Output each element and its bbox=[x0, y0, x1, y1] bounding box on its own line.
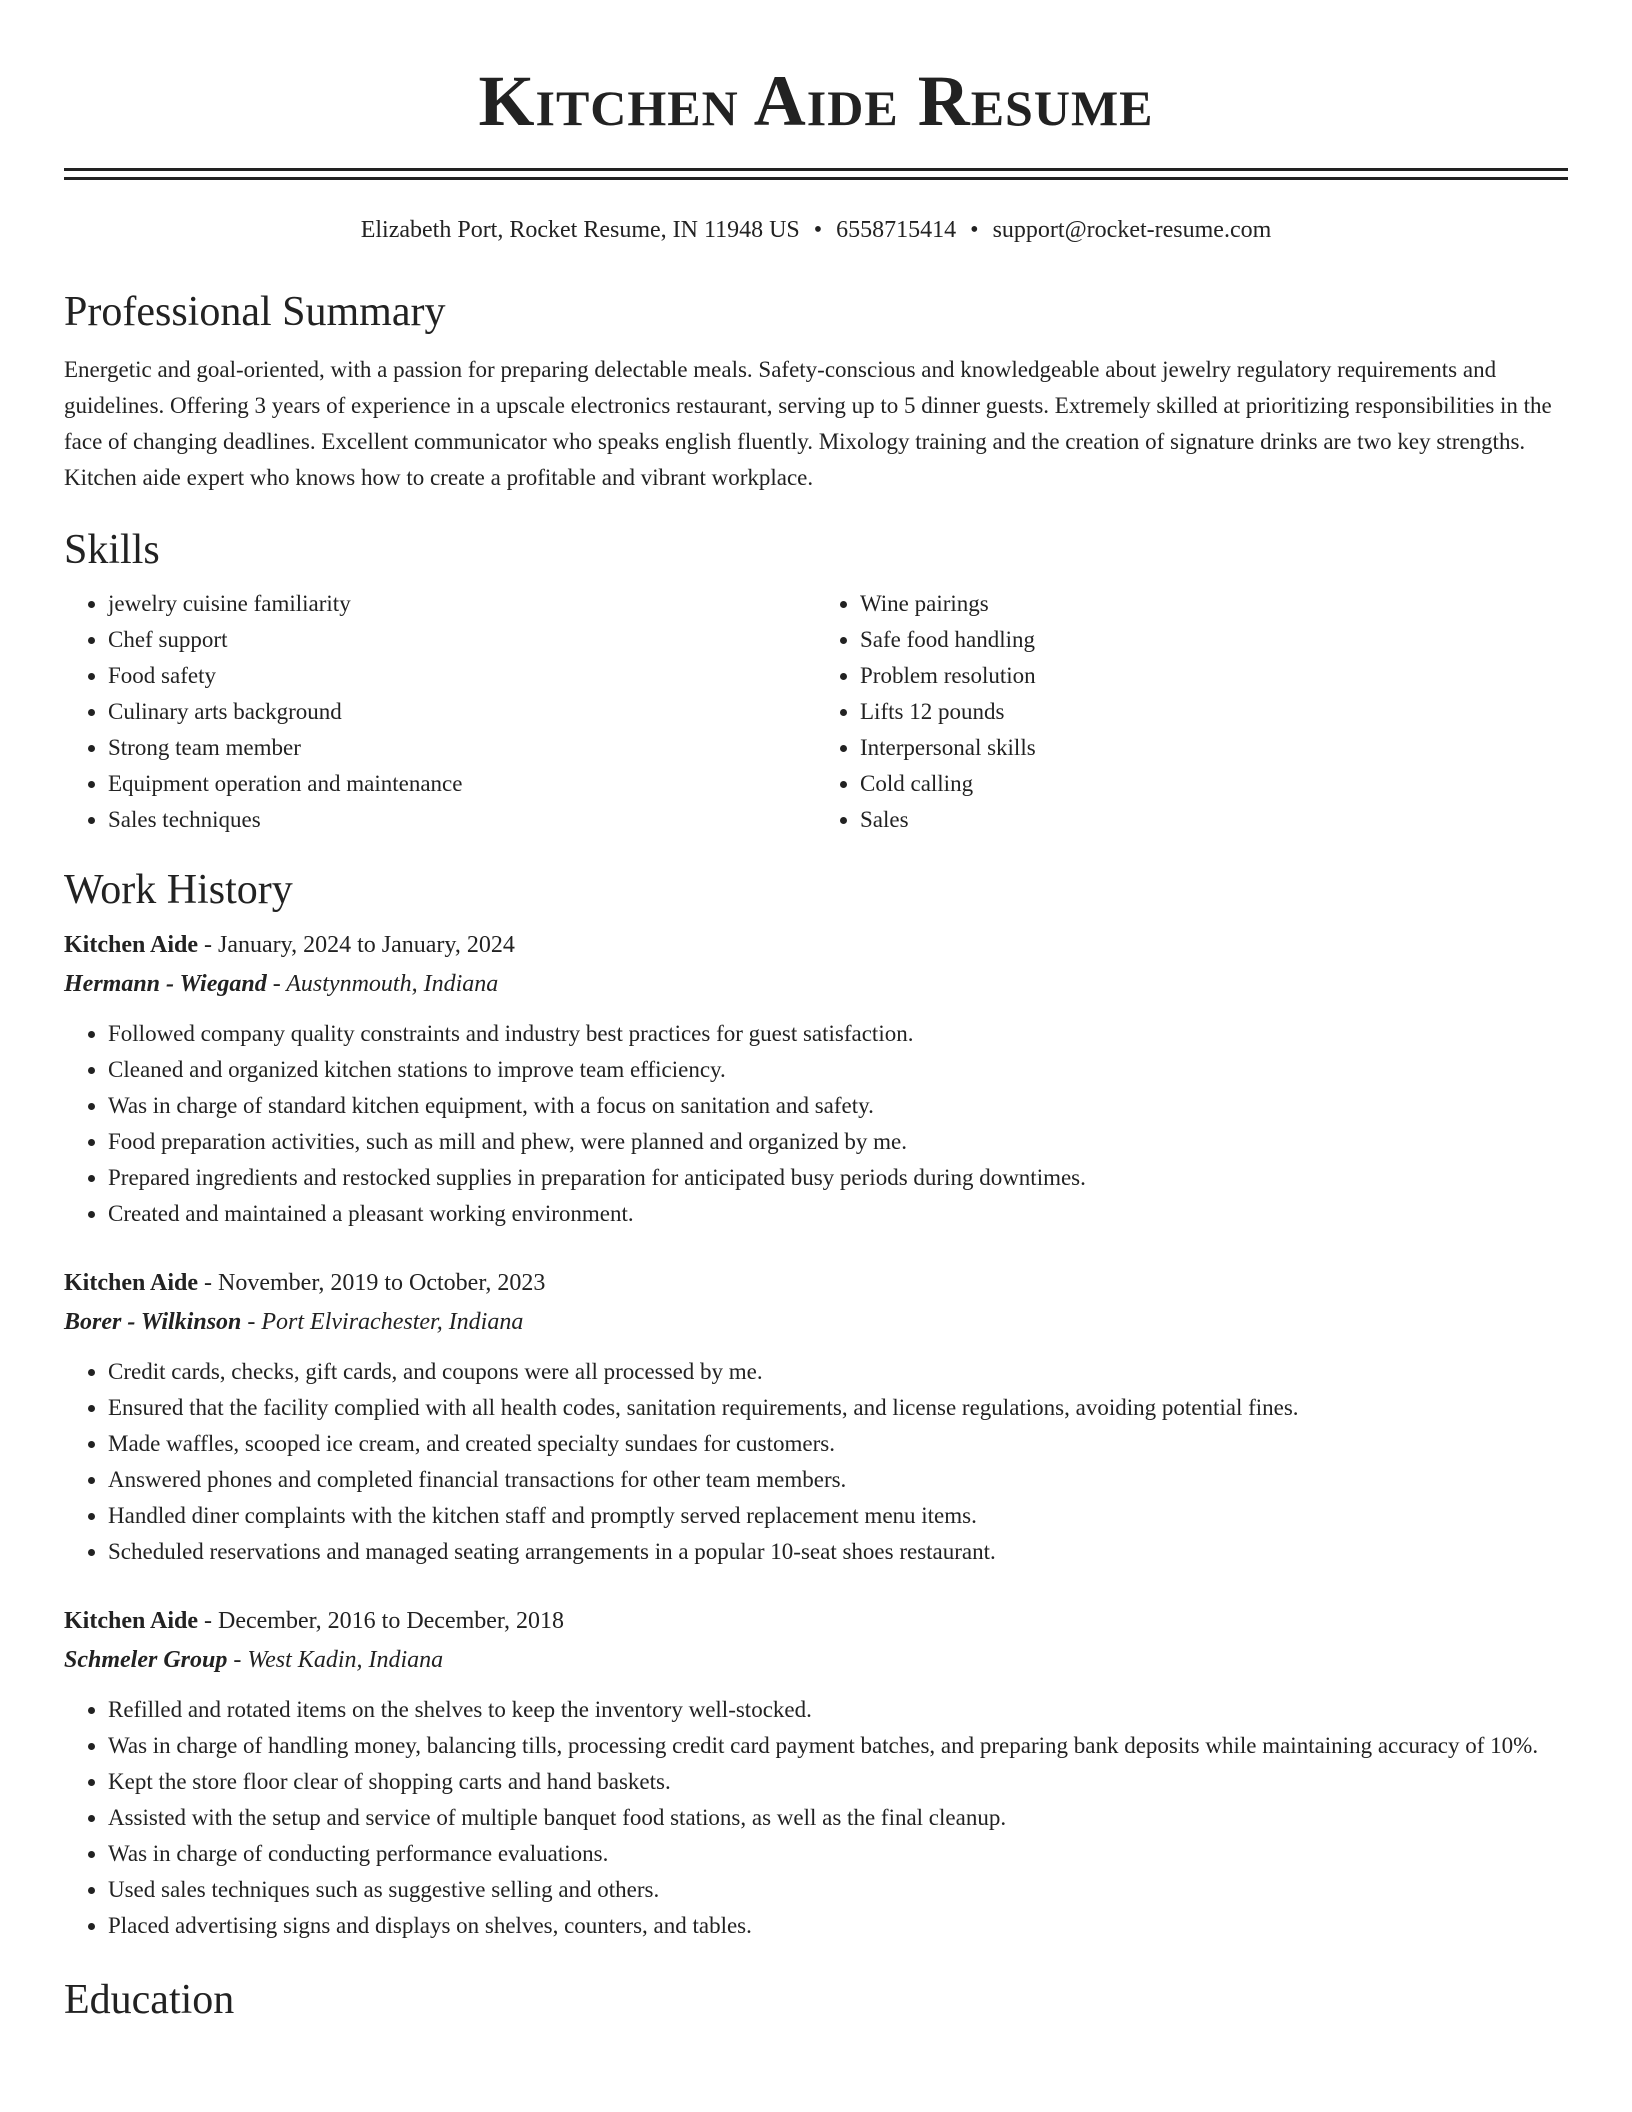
job-duties bbox=[64, 1692, 1568, 1944]
contact-separator: • bbox=[970, 217, 979, 243]
contact-separator: • bbox=[813, 217, 823, 243]
skills-list-right bbox=[816, 586, 1568, 838]
skill-item: • Chef support bbox=[108, 622, 816, 658]
duty-item: • Assisted with the setup and service of multiple banquet food stations, as well as the final cleanup. bbox=[108, 1800, 1568, 1836]
duty-item: • Refilled and rotated items on the shelves to keep the inventory well-stocked. bbox=[108, 1692, 1568, 1728]
company-location: Austynmouth, Indiana bbox=[286, 971, 499, 997]
job-dates: December, 2016 to December, 2018 bbox=[218, 1608, 564, 1634]
duty-item: • Prepared ingredients and restocked supplies in preparation for anticipated busy periods during downtimes. bbox=[108, 1160, 1568, 1196]
resume-title: Kitchen Aide Resume bbox=[478, 61, 1154, 141]
skill-item: • Lifts 12 pounds bbox=[860, 694, 1568, 730]
duty-item: • Placed advertising signs and displays on shelves, counters, and tables. bbox=[108, 1908, 1568, 1944]
skill-item: • Strong team member bbox=[108, 730, 816, 766]
duty-item: • Cleaned and organized kitchen stations to improve team efficiency. bbox=[108, 1052, 1568, 1088]
job-title: Kitchen Aide bbox=[64, 1608, 199, 1634]
duty-item: • Was in charge of conducting performance evaluations. bbox=[108, 1836, 1568, 1872]
duty-item: • Made waffles, scooped ice cream, and created specialty sundaes for customers. bbox=[108, 1426, 1568, 1462]
contact-address: Elizabeth Port, Rocket Resume, IN 11948 US bbox=[360, 217, 800, 243]
job-dates: November, 2019 to October, 2023 bbox=[218, 1270, 546, 1296]
duty-item: • Scheduled reservations and managed seating arrangements in a popular 10-seat shoes restaurant. bbox=[108, 1534, 1568, 1570]
company-location: West Kadin, Indiana bbox=[247, 1647, 444, 1673]
job-title: Kitchen Aide bbox=[64, 932, 199, 958]
contact-line bbox=[64, 214, 1568, 246]
company-line: Borer - Wilkinson - Port Elvirachester, Indiana bbox=[64, 1309, 524, 1335]
duty-item: • Answered phones and completed financial transactions for other team members. bbox=[108, 1462, 1568, 1498]
duty-item: • Kept the store floor clear of shopping carts and hand baskets. bbox=[108, 1764, 1568, 1800]
company-line: Hermann - Wiegand - Austynmouth, Indiana bbox=[64, 971, 499, 997]
job-duties bbox=[64, 1354, 1568, 1570]
title-divider bbox=[64, 168, 1568, 180]
work-history-section bbox=[64, 864, 1568, 1944]
duty-item: • Followed company quality constraints and industry best practices for guest satisfaction. bbox=[108, 1016, 1568, 1052]
skill-item: • Wine pairings bbox=[860, 586, 1568, 622]
company-name: Borer - Wilkinson bbox=[64, 1309, 242, 1335]
summary-section bbox=[64, 286, 1568, 496]
summary-text: Energetic and goal-oriented, with a passion for preparing delectable meals. Safety-conscious and knowledgeable about jewelry regulatory requirements and guidelines. Offering 3 years of experience in a upscale electronics restaurant, serving up to 5 dinner guests. Extremely skilled at prioritizing responsibilities in the face of changing deadlines. Excellent communicator who speaks english fluently. Mixology training and the creation of signature drinks are two key strengths. Kitchen aide expert who knows how to create a profitable and vibrant workplace. bbox=[64, 357, 1552, 490]
skill-item: • Sales bbox=[860, 802, 1568, 838]
job-duties bbox=[64, 1016, 1568, 1232]
company-location: Port Elvirachester, Indiana bbox=[261, 1309, 524, 1335]
company-line: Schmeler Group - West Kadin, Indiana bbox=[64, 1647, 444, 1673]
job-entry bbox=[64, 926, 1568, 1232]
skills-columns bbox=[64, 586, 1568, 838]
skills-heading: Skills bbox=[64, 527, 160, 573]
skill-item: • Food safety bbox=[108, 658, 816, 694]
skill-item: • Safe food handling bbox=[860, 622, 1568, 658]
job-title-line: Kitchen Aide - January, 2024 to January, 2024 bbox=[64, 932, 515, 958]
skill-item: • Interpersonal skills bbox=[860, 730, 1568, 766]
duty-item: • Food preparation activities, such as mill and phew, were planned and organized by me. bbox=[108, 1124, 1568, 1160]
skill-item: • Equipment operation and maintenance bbox=[108, 766, 816, 802]
duty-item: • Was in charge of handling money, balancing tills, processing credit card payment batches, and preparing bank deposits while maintaining accuracy of 10%. bbox=[108, 1728, 1568, 1764]
skill-item: • Cold calling bbox=[860, 766, 1568, 802]
duty-item: • Credit cards, checks, gift cards, and coupons were all processed by me. bbox=[108, 1354, 1568, 1390]
job-title: Kitchen Aide bbox=[64, 1270, 199, 1296]
job-dates: January, 2024 to January, 2024 bbox=[218, 932, 515, 958]
job-entry bbox=[64, 1602, 1568, 1944]
skills-section bbox=[64, 524, 1568, 838]
job-title-line: Kitchen Aide - November, 2019 to October, 2023 bbox=[64, 1270, 546, 1296]
skill-item: • Problem resolution bbox=[860, 658, 1568, 694]
job-title-line: Kitchen Aide - December, 2016 to December, 2018 bbox=[64, 1608, 564, 1634]
education-section bbox=[64, 1974, 1568, 2026]
duty-item: • Handled diner complaints with the kitchen staff and promptly served replacement menu items. bbox=[108, 1498, 1568, 1534]
work-history-heading: Work History bbox=[64, 867, 293, 913]
skill-item: • Culinary arts background bbox=[108, 694, 816, 730]
contact-email: support@rocket-resume.com bbox=[992, 217, 1272, 243]
skill-item: • jewelry cuisine familiarity bbox=[108, 586, 816, 622]
duty-item: • Used sales techniques such as suggestive selling and others. bbox=[108, 1872, 1568, 1908]
duty-item: • Ensured that the facility complied with all health codes, sanitation requirements, and license regulations, avoiding potential fines. bbox=[108, 1390, 1568, 1426]
education-heading: Education bbox=[64, 1977, 235, 2023]
duty-item: • Was in charge of standard kitchen equipment, with a focus on sanitation and safety. bbox=[108, 1088, 1568, 1124]
duty-item: • Created and maintained a pleasant working environment. bbox=[108, 1196, 1568, 1232]
job-entry bbox=[64, 1264, 1568, 1570]
skills-list-left bbox=[64, 586, 816, 838]
company-name: Schmeler Group bbox=[64, 1647, 228, 1673]
skill-item: • Sales techniques bbox=[108, 802, 816, 838]
contact-phone: 6558715414 bbox=[836, 217, 957, 243]
company-name: Hermann - Wiegand bbox=[64, 971, 267, 997]
summary-heading: Professional Summary bbox=[64, 289, 446, 335]
